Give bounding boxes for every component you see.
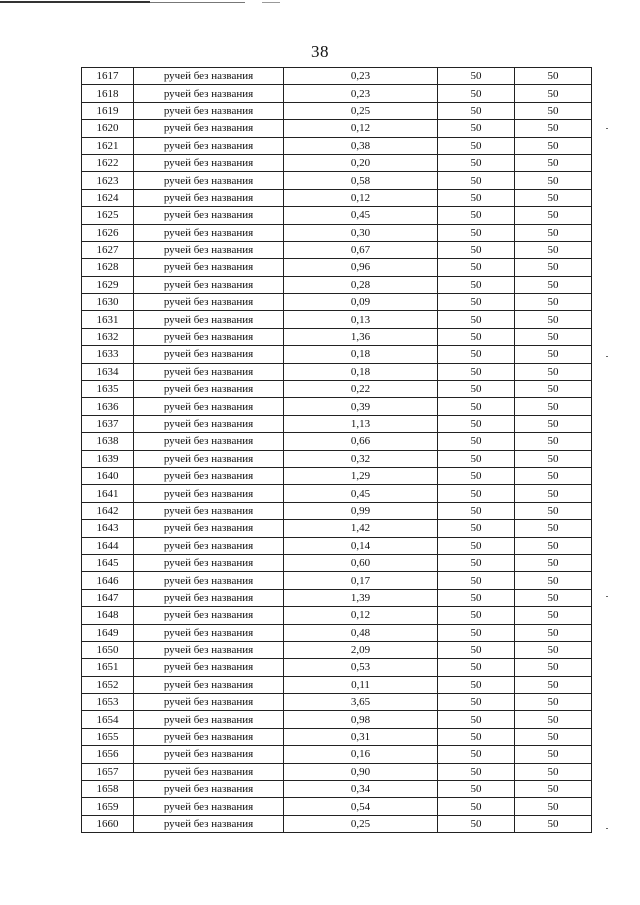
- zone-width-a: 50: [438, 641, 515, 658]
- row-number: 1637: [82, 415, 134, 432]
- object-name: ручей без названия: [134, 189, 284, 206]
- row-number: 1632: [82, 328, 134, 345]
- table-row: [82, 294, 592, 311]
- zone-width-a: 50: [438, 363, 515, 380]
- row-number: 1624: [82, 189, 134, 206]
- row-number: 1653: [82, 694, 134, 711]
- object-name: ручей без названия: [134, 554, 284, 571]
- table-row: [82, 137, 592, 154]
- row-number: 1640: [82, 467, 134, 484]
- object-name: ручей без названия: [134, 311, 284, 328]
- zone-width-b: 50: [515, 781, 592, 798]
- length-value: 1,29: [284, 467, 438, 484]
- row-number: 1656: [82, 746, 134, 763]
- zone-width-b: 50: [515, 259, 592, 276]
- object-name: ручей без названия: [134, 589, 284, 606]
- zone-width-b: 50: [515, 120, 592, 137]
- length-value: 0,12: [284, 189, 438, 206]
- zone-width-b: 50: [515, 641, 592, 658]
- object-name: ручей без названия: [134, 485, 284, 502]
- table-row: [82, 537, 592, 554]
- table-row: [82, 363, 592, 380]
- header-rule-segment: [0, 1, 150, 3]
- table-row: [82, 485, 592, 502]
- length-value: 0,22: [284, 381, 438, 398]
- row-number: 1635: [82, 381, 134, 398]
- object-name: ручей без названия: [134, 102, 284, 119]
- table-row: [82, 711, 592, 728]
- zone-width-b: 50: [515, 624, 592, 641]
- row-number: 1647: [82, 589, 134, 606]
- row-number: 1651: [82, 659, 134, 676]
- scan-mark: [606, 128, 608, 129]
- table-row: [82, 276, 592, 293]
- table-row: [82, 381, 592, 398]
- zone-width-b: 50: [515, 294, 592, 311]
- object-name: ручей без названия: [134, 520, 284, 537]
- zone-width-b: 50: [515, 415, 592, 432]
- row-number: 1629: [82, 276, 134, 293]
- table-row: [82, 102, 592, 119]
- table-row: [82, 572, 592, 589]
- object-name: ручей без названия: [134, 728, 284, 745]
- zone-width-b: 50: [515, 172, 592, 189]
- length-value: 0,54: [284, 798, 438, 815]
- table-row: [82, 781, 592, 798]
- table-body: [82, 68, 592, 833]
- zone-width-b: 50: [515, 485, 592, 502]
- table-row: [82, 520, 592, 537]
- zone-width-b: 50: [515, 363, 592, 380]
- zone-width-a: 50: [438, 798, 515, 815]
- length-value: 0,28: [284, 276, 438, 293]
- table-row: [82, 589, 592, 606]
- table-row: [82, 798, 592, 815]
- length-value: 0,96: [284, 259, 438, 276]
- length-value: 0,31: [284, 728, 438, 745]
- table-row: [82, 554, 592, 571]
- row-number: 1633: [82, 346, 134, 363]
- zone-width-b: 50: [515, 68, 592, 85]
- table-row: [82, 85, 592, 102]
- table-row: [82, 607, 592, 624]
- table-row: [82, 172, 592, 189]
- object-name: ручей без названия: [134, 676, 284, 693]
- zone-width-b: 50: [515, 346, 592, 363]
- object-name: ручей без названия: [134, 502, 284, 519]
- length-value: 0,38: [284, 137, 438, 154]
- object-name: ручей без названия: [134, 381, 284, 398]
- zone-width-b: 50: [515, 381, 592, 398]
- table-row: [82, 259, 592, 276]
- zone-width-b: 50: [515, 102, 592, 119]
- zone-width-a: 50: [438, 398, 515, 415]
- object-name: ручей без названия: [134, 763, 284, 780]
- zone-width-a: 50: [438, 676, 515, 693]
- table-row: [82, 311, 592, 328]
- header-rule-segment: [262, 2, 280, 3]
- header-rule-segment: [150, 2, 245, 3]
- zone-width-a: 50: [438, 224, 515, 241]
- row-number: 1621: [82, 137, 134, 154]
- zone-width-a: 50: [438, 589, 515, 606]
- row-number: 1626: [82, 224, 134, 241]
- header-rule: [0, 0, 640, 6]
- zone-width-a: 50: [438, 207, 515, 224]
- length-value: 2,09: [284, 641, 438, 658]
- zone-width-a: 50: [438, 259, 515, 276]
- table-row: [82, 624, 592, 641]
- object-name: ручей без названия: [134, 798, 284, 815]
- table-row: [82, 120, 592, 137]
- length-value: 1,13: [284, 415, 438, 432]
- row-number: 1638: [82, 433, 134, 450]
- row-number: 1646: [82, 572, 134, 589]
- row-number: 1625: [82, 207, 134, 224]
- scan-mark: [606, 596, 608, 597]
- object-name: ручей без названия: [134, 433, 284, 450]
- length-value: 1,39: [284, 589, 438, 606]
- zone-width-b: 50: [515, 311, 592, 328]
- length-value: 0,98: [284, 711, 438, 728]
- zone-width-a: 50: [438, 328, 515, 345]
- zone-width-a: 50: [438, 189, 515, 206]
- scan-mark: [606, 828, 608, 829]
- row-number: 1631: [82, 311, 134, 328]
- object-name: ручей без названия: [134, 172, 284, 189]
- zone-width-a: 50: [438, 276, 515, 293]
- zone-width-b: 50: [515, 520, 592, 537]
- row-number: 1617: [82, 68, 134, 85]
- length-value: 0,45: [284, 485, 438, 502]
- zone-width-b: 50: [515, 137, 592, 154]
- length-value: 0,48: [284, 624, 438, 641]
- zone-width-a: 50: [438, 381, 515, 398]
- row-number: 1644: [82, 537, 134, 554]
- length-value: 0,14: [284, 537, 438, 554]
- object-name: ручей без названия: [134, 450, 284, 467]
- row-number: 1618: [82, 85, 134, 102]
- row-number: 1648: [82, 607, 134, 624]
- object-name: ручей без названия: [134, 294, 284, 311]
- table-row: [82, 328, 592, 345]
- length-value: 0,32: [284, 450, 438, 467]
- zone-width-a: 50: [438, 728, 515, 745]
- table-row: [82, 398, 592, 415]
- table-row: [82, 346, 592, 363]
- zone-width-b: 50: [515, 502, 592, 519]
- zone-width-b: 50: [515, 815, 592, 832]
- watercourse-table: [81, 67, 592, 833]
- object-name: ручей без названия: [134, 607, 284, 624]
- zone-width-b: 50: [515, 241, 592, 258]
- row-number: 1643: [82, 520, 134, 537]
- object-name: ручей без названия: [134, 241, 284, 258]
- row-number: 1645: [82, 554, 134, 571]
- row-number: 1650: [82, 641, 134, 658]
- table-row: [82, 502, 592, 519]
- length-value: 0,25: [284, 815, 438, 832]
- row-number: 1654: [82, 711, 134, 728]
- zone-width-b: 50: [515, 154, 592, 171]
- table-row: [82, 415, 592, 432]
- zone-width-a: 50: [438, 137, 515, 154]
- length-value: 0,58: [284, 172, 438, 189]
- zone-width-a: 50: [438, 467, 515, 484]
- object-name: ручей без названия: [134, 154, 284, 171]
- zone-width-a: 50: [438, 711, 515, 728]
- object-name: ручей без названия: [134, 398, 284, 415]
- length-value: 0,17: [284, 572, 438, 589]
- zone-width-a: 50: [438, 554, 515, 571]
- length-value: 0,90: [284, 763, 438, 780]
- row-number: 1636: [82, 398, 134, 415]
- table-row: [82, 641, 592, 658]
- length-value: 0,45: [284, 207, 438, 224]
- zone-width-a: 50: [438, 241, 515, 258]
- object-name: ручей без названия: [134, 415, 284, 432]
- zone-width-b: 50: [515, 276, 592, 293]
- row-number: 1641: [82, 485, 134, 502]
- row-number: 1620: [82, 120, 134, 137]
- table-row: [82, 815, 592, 832]
- object-name: ручей без названия: [134, 641, 284, 658]
- zone-width-b: 50: [515, 85, 592, 102]
- zone-width-b: 50: [515, 589, 592, 606]
- length-value: 0,66: [284, 433, 438, 450]
- zone-width-b: 50: [515, 746, 592, 763]
- length-value: 0,12: [284, 607, 438, 624]
- table-row: [82, 467, 592, 484]
- table-row: [82, 728, 592, 745]
- zone-width-b: 50: [515, 433, 592, 450]
- zone-width-b: 50: [515, 207, 592, 224]
- object-name: ручей без названия: [134, 659, 284, 676]
- row-number: 1627: [82, 241, 134, 258]
- zone-width-a: 50: [438, 624, 515, 641]
- table-row: [82, 154, 592, 171]
- zone-width-b: 50: [515, 728, 592, 745]
- row-number: 1655: [82, 728, 134, 745]
- zone-width-a: 50: [438, 120, 515, 137]
- zone-width-a: 50: [438, 172, 515, 189]
- row-number: 1630: [82, 294, 134, 311]
- zone-width-a: 50: [438, 607, 515, 624]
- object-name: ручей без названия: [134, 572, 284, 589]
- length-value: 0,60: [284, 554, 438, 571]
- zone-width-a: 50: [438, 68, 515, 85]
- length-value: 0,18: [284, 346, 438, 363]
- length-value: 0,39: [284, 398, 438, 415]
- zone-width-a: 50: [438, 815, 515, 832]
- row-number: 1649: [82, 624, 134, 641]
- table-row: [82, 241, 592, 258]
- zone-width-a: 50: [438, 485, 515, 502]
- zone-width-b: 50: [515, 572, 592, 589]
- zone-width-a: 50: [438, 781, 515, 798]
- length-value: 1,36: [284, 328, 438, 345]
- row-number: 1619: [82, 102, 134, 119]
- object-name: ручей без названия: [134, 328, 284, 345]
- length-value: 0,67: [284, 241, 438, 258]
- zone-width-b: 50: [515, 711, 592, 728]
- zone-width-b: 50: [515, 224, 592, 241]
- object-name: ручей без названия: [134, 746, 284, 763]
- zone-width-a: 50: [438, 311, 515, 328]
- zone-width-a: 50: [438, 346, 515, 363]
- object-name: ручей без названия: [134, 276, 284, 293]
- row-number: 1659: [82, 798, 134, 815]
- table-row: [82, 207, 592, 224]
- object-name: ручей без названия: [134, 624, 284, 641]
- length-value: 0,12: [284, 120, 438, 137]
- row-number: 1639: [82, 450, 134, 467]
- zone-width-a: 50: [438, 763, 515, 780]
- zone-width-a: 50: [438, 746, 515, 763]
- length-value: 0,23: [284, 85, 438, 102]
- object-name: ручей без названия: [134, 537, 284, 554]
- object-name: ручей без названия: [134, 694, 284, 711]
- zone-width-a: 50: [438, 85, 515, 102]
- object-name: ручей без названия: [134, 120, 284, 137]
- row-number: 1634: [82, 363, 134, 380]
- row-number: 1642: [82, 502, 134, 519]
- object-name: ручей без названия: [134, 68, 284, 85]
- table-row: [82, 746, 592, 763]
- object-name: ручей без названия: [134, 346, 284, 363]
- table-row: [82, 676, 592, 693]
- table-row: [82, 694, 592, 711]
- zone-width-b: 50: [515, 189, 592, 206]
- length-value: 0,18: [284, 363, 438, 380]
- zone-width-a: 50: [438, 659, 515, 676]
- object-name: ручей без названия: [134, 224, 284, 241]
- table-row: [82, 224, 592, 241]
- zone-width-b: 50: [515, 798, 592, 815]
- length-value: 0,53: [284, 659, 438, 676]
- row-number: 1652: [82, 676, 134, 693]
- length-value: 0,99: [284, 502, 438, 519]
- scan-mark: [606, 356, 608, 357]
- zone-width-b: 50: [515, 450, 592, 467]
- row-number: 1623: [82, 172, 134, 189]
- table-row: [82, 68, 592, 85]
- zone-width-a: 50: [438, 537, 515, 554]
- length-value: 3,65: [284, 694, 438, 711]
- length-value: 0,09: [284, 294, 438, 311]
- zone-width-b: 50: [515, 607, 592, 624]
- zone-width-a: 50: [438, 294, 515, 311]
- length-value: 0,13: [284, 311, 438, 328]
- zone-width-a: 50: [438, 102, 515, 119]
- zone-width-a: 50: [438, 450, 515, 467]
- length-value: 1,42: [284, 520, 438, 537]
- zone-width-a: 50: [438, 572, 515, 589]
- zone-width-b: 50: [515, 659, 592, 676]
- length-value: 0,30: [284, 224, 438, 241]
- zone-width-b: 50: [515, 763, 592, 780]
- zone-width-a: 50: [438, 694, 515, 711]
- object-name: ручей без названия: [134, 259, 284, 276]
- zone-width-a: 50: [438, 154, 515, 171]
- page-number: 38: [311, 42, 329, 61]
- length-value: 0,25: [284, 102, 438, 119]
- length-value: 0,11: [284, 676, 438, 693]
- row-number: 1660: [82, 815, 134, 832]
- row-number: 1657: [82, 763, 134, 780]
- zone-width-b: 50: [515, 537, 592, 554]
- row-number: 1658: [82, 781, 134, 798]
- object-name: ручей без названия: [134, 781, 284, 798]
- object-name: ручей без названия: [134, 467, 284, 484]
- row-number: 1628: [82, 259, 134, 276]
- object-name: ручей без названия: [134, 85, 284, 102]
- table-row: [82, 433, 592, 450]
- length-value: 0,23: [284, 68, 438, 85]
- length-value: 0,16: [284, 746, 438, 763]
- zone-width-b: 50: [515, 328, 592, 345]
- zone-width-a: 50: [438, 502, 515, 519]
- table-row: [82, 189, 592, 206]
- zone-width-b: 50: [515, 554, 592, 571]
- row-number: 1622: [82, 154, 134, 171]
- zone-width-b: 50: [515, 467, 592, 484]
- length-value: 0,34: [284, 781, 438, 798]
- zone-width-a: 50: [438, 433, 515, 450]
- table-row: [82, 450, 592, 467]
- zone-width-a: 50: [438, 415, 515, 432]
- object-name: ручей без названия: [134, 363, 284, 380]
- table-row: [82, 763, 592, 780]
- length-value: 0,20: [284, 154, 438, 171]
- zone-width-a: 50: [438, 520, 515, 537]
- table-row: [82, 659, 592, 676]
- object-name: ручей без названия: [134, 137, 284, 154]
- object-name: ручей без названия: [134, 815, 284, 832]
- object-name: ручей без названия: [134, 711, 284, 728]
- zone-width-b: 50: [515, 398, 592, 415]
- zone-width-b: 50: [515, 694, 592, 711]
- object-name: ручей без названия: [134, 207, 284, 224]
- zone-width-b: 50: [515, 676, 592, 693]
